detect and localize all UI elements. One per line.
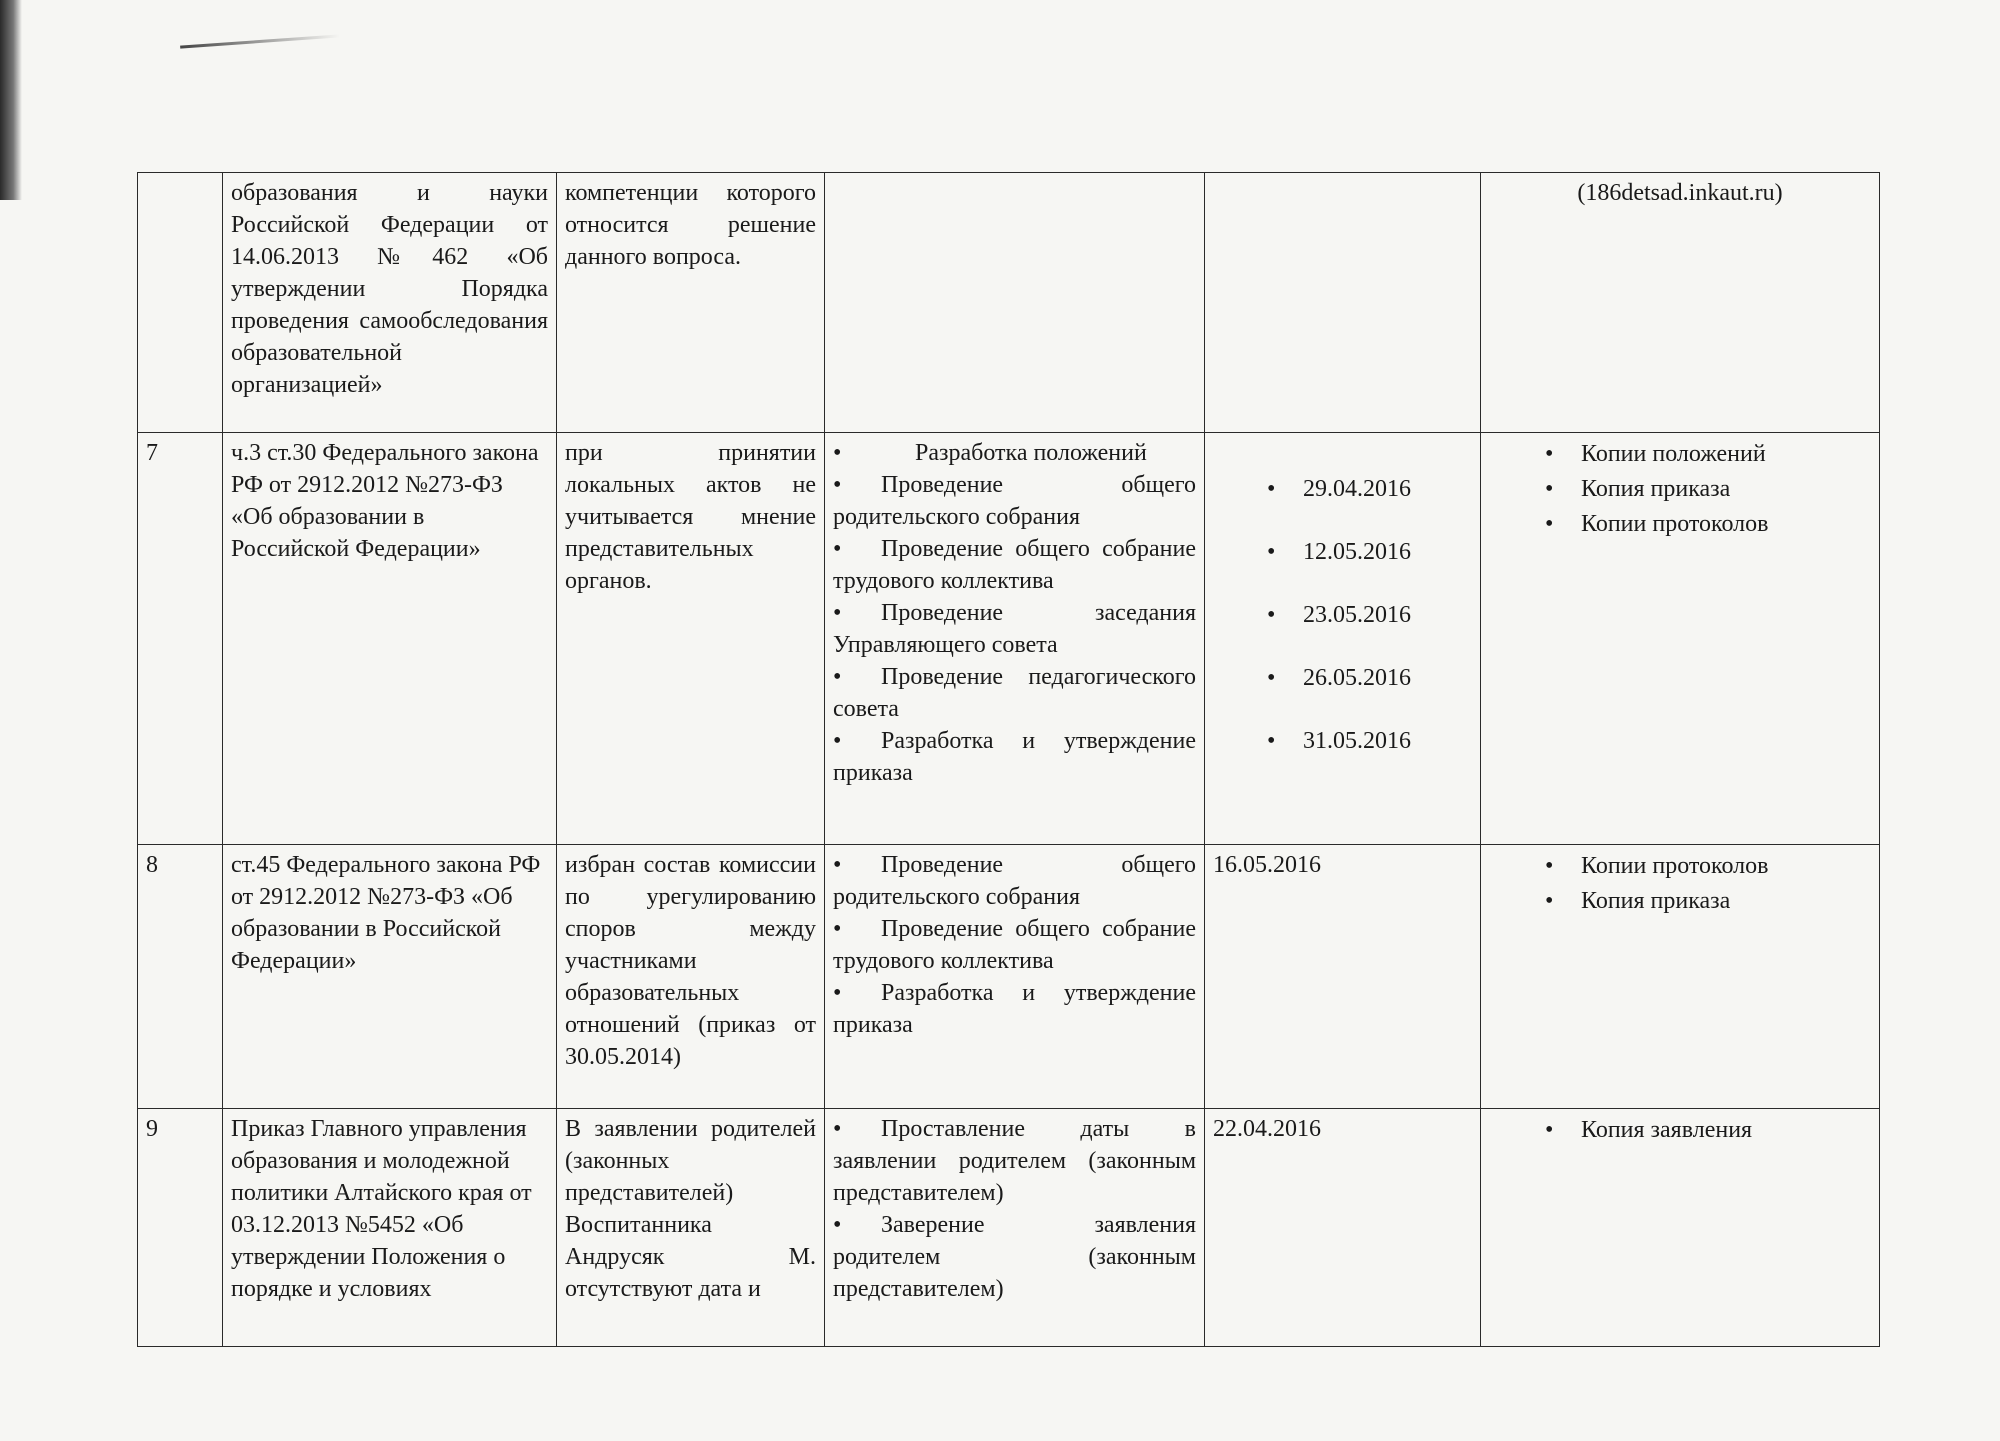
date-cell: 22.04.2016 (1205, 1109, 1481, 1347)
norm-cell: ст.45 Федерального закона РФ от 2912.2012 №273-ФЗ «Об образовании в Российской Федерации» (223, 845, 557, 1109)
violation-cell: при принятии локальных актов не учитывается мнение представительных органов. (557, 433, 825, 845)
list-item: • Проставление даты в заявлении родителем (законным представителем) (833, 1113, 1196, 1209)
list-item: • 12.05.2016 (1213, 536, 1472, 568)
measures-cell (825, 173, 1205, 433)
documents-list (1489, 437, 1871, 542)
list-item: • Разработка и утверждение приказа (833, 725, 1196, 789)
violation-cell: В заявлении родителей (законных представителей) Воспитанника Андрусяк М. отсутствуют дата и (557, 1109, 825, 1347)
inspection-table (137, 172, 1880, 1347)
list-item: • Заверение заявления родителем (законным представителем) (833, 1209, 1196, 1305)
documents-cell (1481, 1109, 1880, 1347)
table-row (138, 1109, 1880, 1347)
table-row (138, 845, 1880, 1109)
list-item: • Копии протоколов (1489, 849, 1871, 884)
list-item: • Копия заявления (1489, 1113, 1871, 1148)
violation-cell: компетенции которого относится решение данного вопроса. (557, 173, 825, 433)
norm-cell: Приказ Главного управления образования и молодежной политики Алтайского края от 03.12.2013 №5452 «Об утверждении Положения о порядке и условиях (223, 1109, 557, 1347)
row-number: 9 (138, 1109, 223, 1347)
documents-list (1489, 849, 1871, 919)
list-item: • Проведение общего собрание трудового коллектива (833, 533, 1196, 597)
list-item: • Проведение заседания Управляющего совета (833, 597, 1196, 661)
scan-edge-shadow (0, 0, 22, 200)
table-row (138, 173, 1880, 433)
documents-cell (1481, 173, 1880, 433)
row-number: 8 (138, 845, 223, 1109)
norm-cell: образования и науки Российской Федерации от 14.06.2013 №462 «Об утверждении Порядка проведения самообследования образовательной организацией» (223, 173, 557, 433)
norm-cell: ч.3 ст.30 Федерального закона РФ от 2912.2012 №273-ФЗ «Об образовании в Российской Федерации» (223, 433, 557, 845)
list-item: • Копии положений (1489, 437, 1871, 472)
list-item: • Проведение общего собрание трудового коллектива (833, 913, 1196, 977)
list-item: • 31.05.2016 (1213, 725, 1472, 757)
measures-list (833, 437, 1196, 789)
violation-cell: избран состав комиссии по урегулированию споров между участниками образовательных отношений (приказ от 30.05.2014) (557, 845, 825, 1109)
measures-list (833, 849, 1196, 1041)
measures-list (833, 1113, 1196, 1305)
table-row (138, 433, 1880, 845)
measures-cell (825, 845, 1205, 1109)
list-item: • Копии протоколов (1489, 507, 1871, 542)
list-item: • Проведение педагогического совета (833, 661, 1196, 725)
dates-cell (1205, 173, 1481, 433)
scan-mark (180, 34, 340, 48)
list-item: • Проведение общего родительского собрания (833, 469, 1196, 533)
list-item: • 26.05.2016 (1213, 662, 1472, 694)
dates-cell (1205, 433, 1481, 845)
documents-list (1489, 1113, 1871, 1148)
measures-cell (825, 1109, 1205, 1347)
list-item: • Копия приказа (1489, 884, 1871, 919)
date-cell: 16.05.2016 (1205, 845, 1481, 1109)
documents-cell (1481, 433, 1880, 845)
list-item: • Разработка положений (833, 437, 1196, 469)
list-item: • Проведение общего родительского собрания (833, 849, 1196, 913)
list-item: • Разработка и утверждение приказа (833, 977, 1196, 1041)
measures-cell (825, 433, 1205, 845)
row-number (138, 173, 223, 433)
list-item: • 23.05.2016 (1213, 599, 1472, 631)
row-number: 7 (138, 433, 223, 845)
site-link-text: (186detsad.inkaut.ru) (1577, 180, 1783, 206)
documents-cell (1481, 845, 1880, 1109)
dates-list (1213, 473, 1472, 757)
list-item: • 29.04.2016 (1213, 473, 1472, 505)
list-item: • Копия приказа (1489, 472, 1871, 507)
